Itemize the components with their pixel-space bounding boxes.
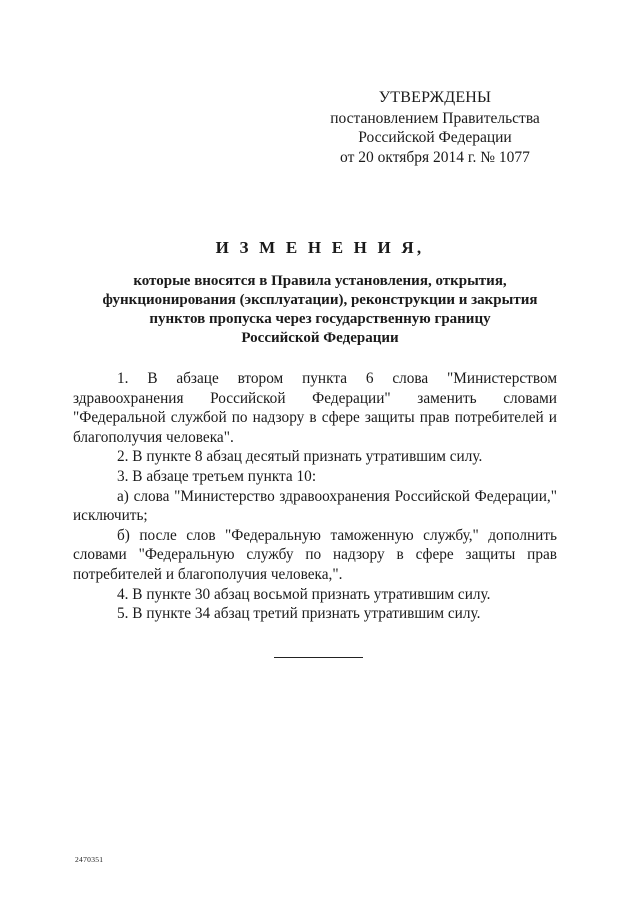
approval-line: Российской Федерации [358,129,512,146]
document-code: 2470351 [75,855,104,864]
subheading-line: которые вносятся в Правила установления, открытия, [133,273,507,289]
approval-line: постановлением Правительства [330,109,540,127]
document-title [100,238,540,348]
subheading-line: пунктов пропуска через государственную границу [149,311,491,327]
paragraph-item-4: 4. В пункте 30 абзац восьмой признать утратившим силу. [117,585,491,603]
title-subheading [100,272,540,348]
subheading-line: функционирования (эксплуатации), реконструкции и закрытия [102,292,538,308]
approval-heading: УТВЕРЖДЕНЫ [378,89,492,106]
approval-stamp [330,88,540,167]
subheading-line: Российской Федерации [241,330,399,346]
document-body [73,369,557,624]
paragraph-item-2: 2. В пункте 8 абзац десятый признать утратившим силу. [117,448,483,466]
approval-line: от 20 октября 2014 г. № 1077 [340,148,530,166]
title-heading: И З М Е Н Е Н И Я, [215,238,425,257]
paragraph-subitem-b: б) после слов "Федеральную таможенную службу," дополнить словами "Федеральную службу по надзору в сфере защиты прав потребителей и благополучия человека,". [73,526,557,583]
closing-divider [274,657,363,658]
paragraph-subitem-a: а) слова "Министерство здравоохранения Российской Федерации," исключить; [73,487,557,525]
paragraph-item-5: 5. В пункте 34 абзац третий признать утратившим силу. [117,605,481,623]
paragraph-item-3: 3. В абзаце третьем пункта 10: [117,467,317,485]
paragraph-item-1: 1. В абзаце втором пункта 6 слова "Министерством здравоохранения Российской Федерации" заменить словами "Федеральной службой по надзору в сфере защиты прав потребителей и благополучия человека". [73,370,557,446]
